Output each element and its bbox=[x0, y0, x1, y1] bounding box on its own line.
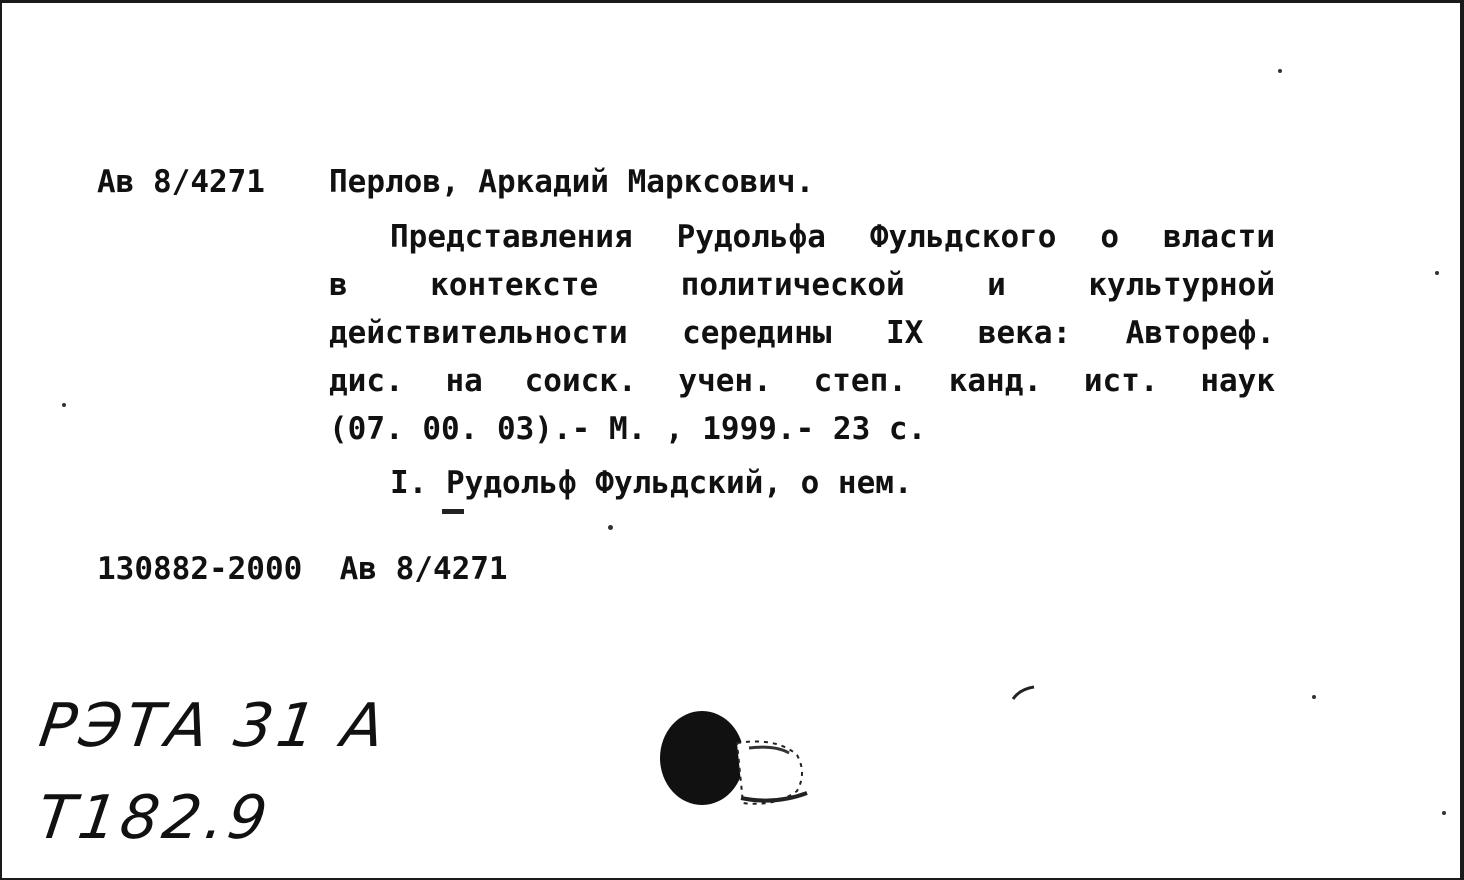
speck-mark bbox=[1312, 695, 1316, 699]
speck-mark bbox=[62, 403, 66, 407]
stray-mark-icon bbox=[1010, 683, 1040, 703]
title-line-5: (07. 00. 03).- М. , 1999.- 23 с. bbox=[329, 411, 927, 447]
speck-mark bbox=[608, 525, 613, 530]
accession-number: 130882-2000 Ав 8/4271 bbox=[97, 551, 508, 587]
handwritten-classification: Т182.9 bbox=[33, 783, 276, 853]
underline-mark bbox=[442, 509, 464, 514]
call-number: Ав 8/4271 bbox=[97, 164, 265, 200]
speck-mark bbox=[1278, 69, 1282, 73]
subject-heading: I. Рудольф Фульдский, о нем. bbox=[390, 465, 913, 501]
handwritten-shelfmark: РЭТА 31 А bbox=[35, 691, 393, 761]
speck-mark bbox=[1442, 811, 1446, 815]
title-line-2: в контексте политической и культурной bbox=[329, 267, 1275, 303]
punch-hole-icon bbox=[657, 703, 827, 813]
title-line-3: действительности середины IX века: Автореф. bbox=[329, 315, 1275, 351]
title-line-4: дис. на соиск. учен. степ. канд. ист. наук bbox=[329, 363, 1275, 399]
author-heading: Перлов, Аркадий Марксович. bbox=[329, 164, 815, 200]
title-line-1: Представления Рудольфа Фульдского о власти bbox=[390, 219, 1275, 255]
speck-mark bbox=[1435, 271, 1439, 275]
